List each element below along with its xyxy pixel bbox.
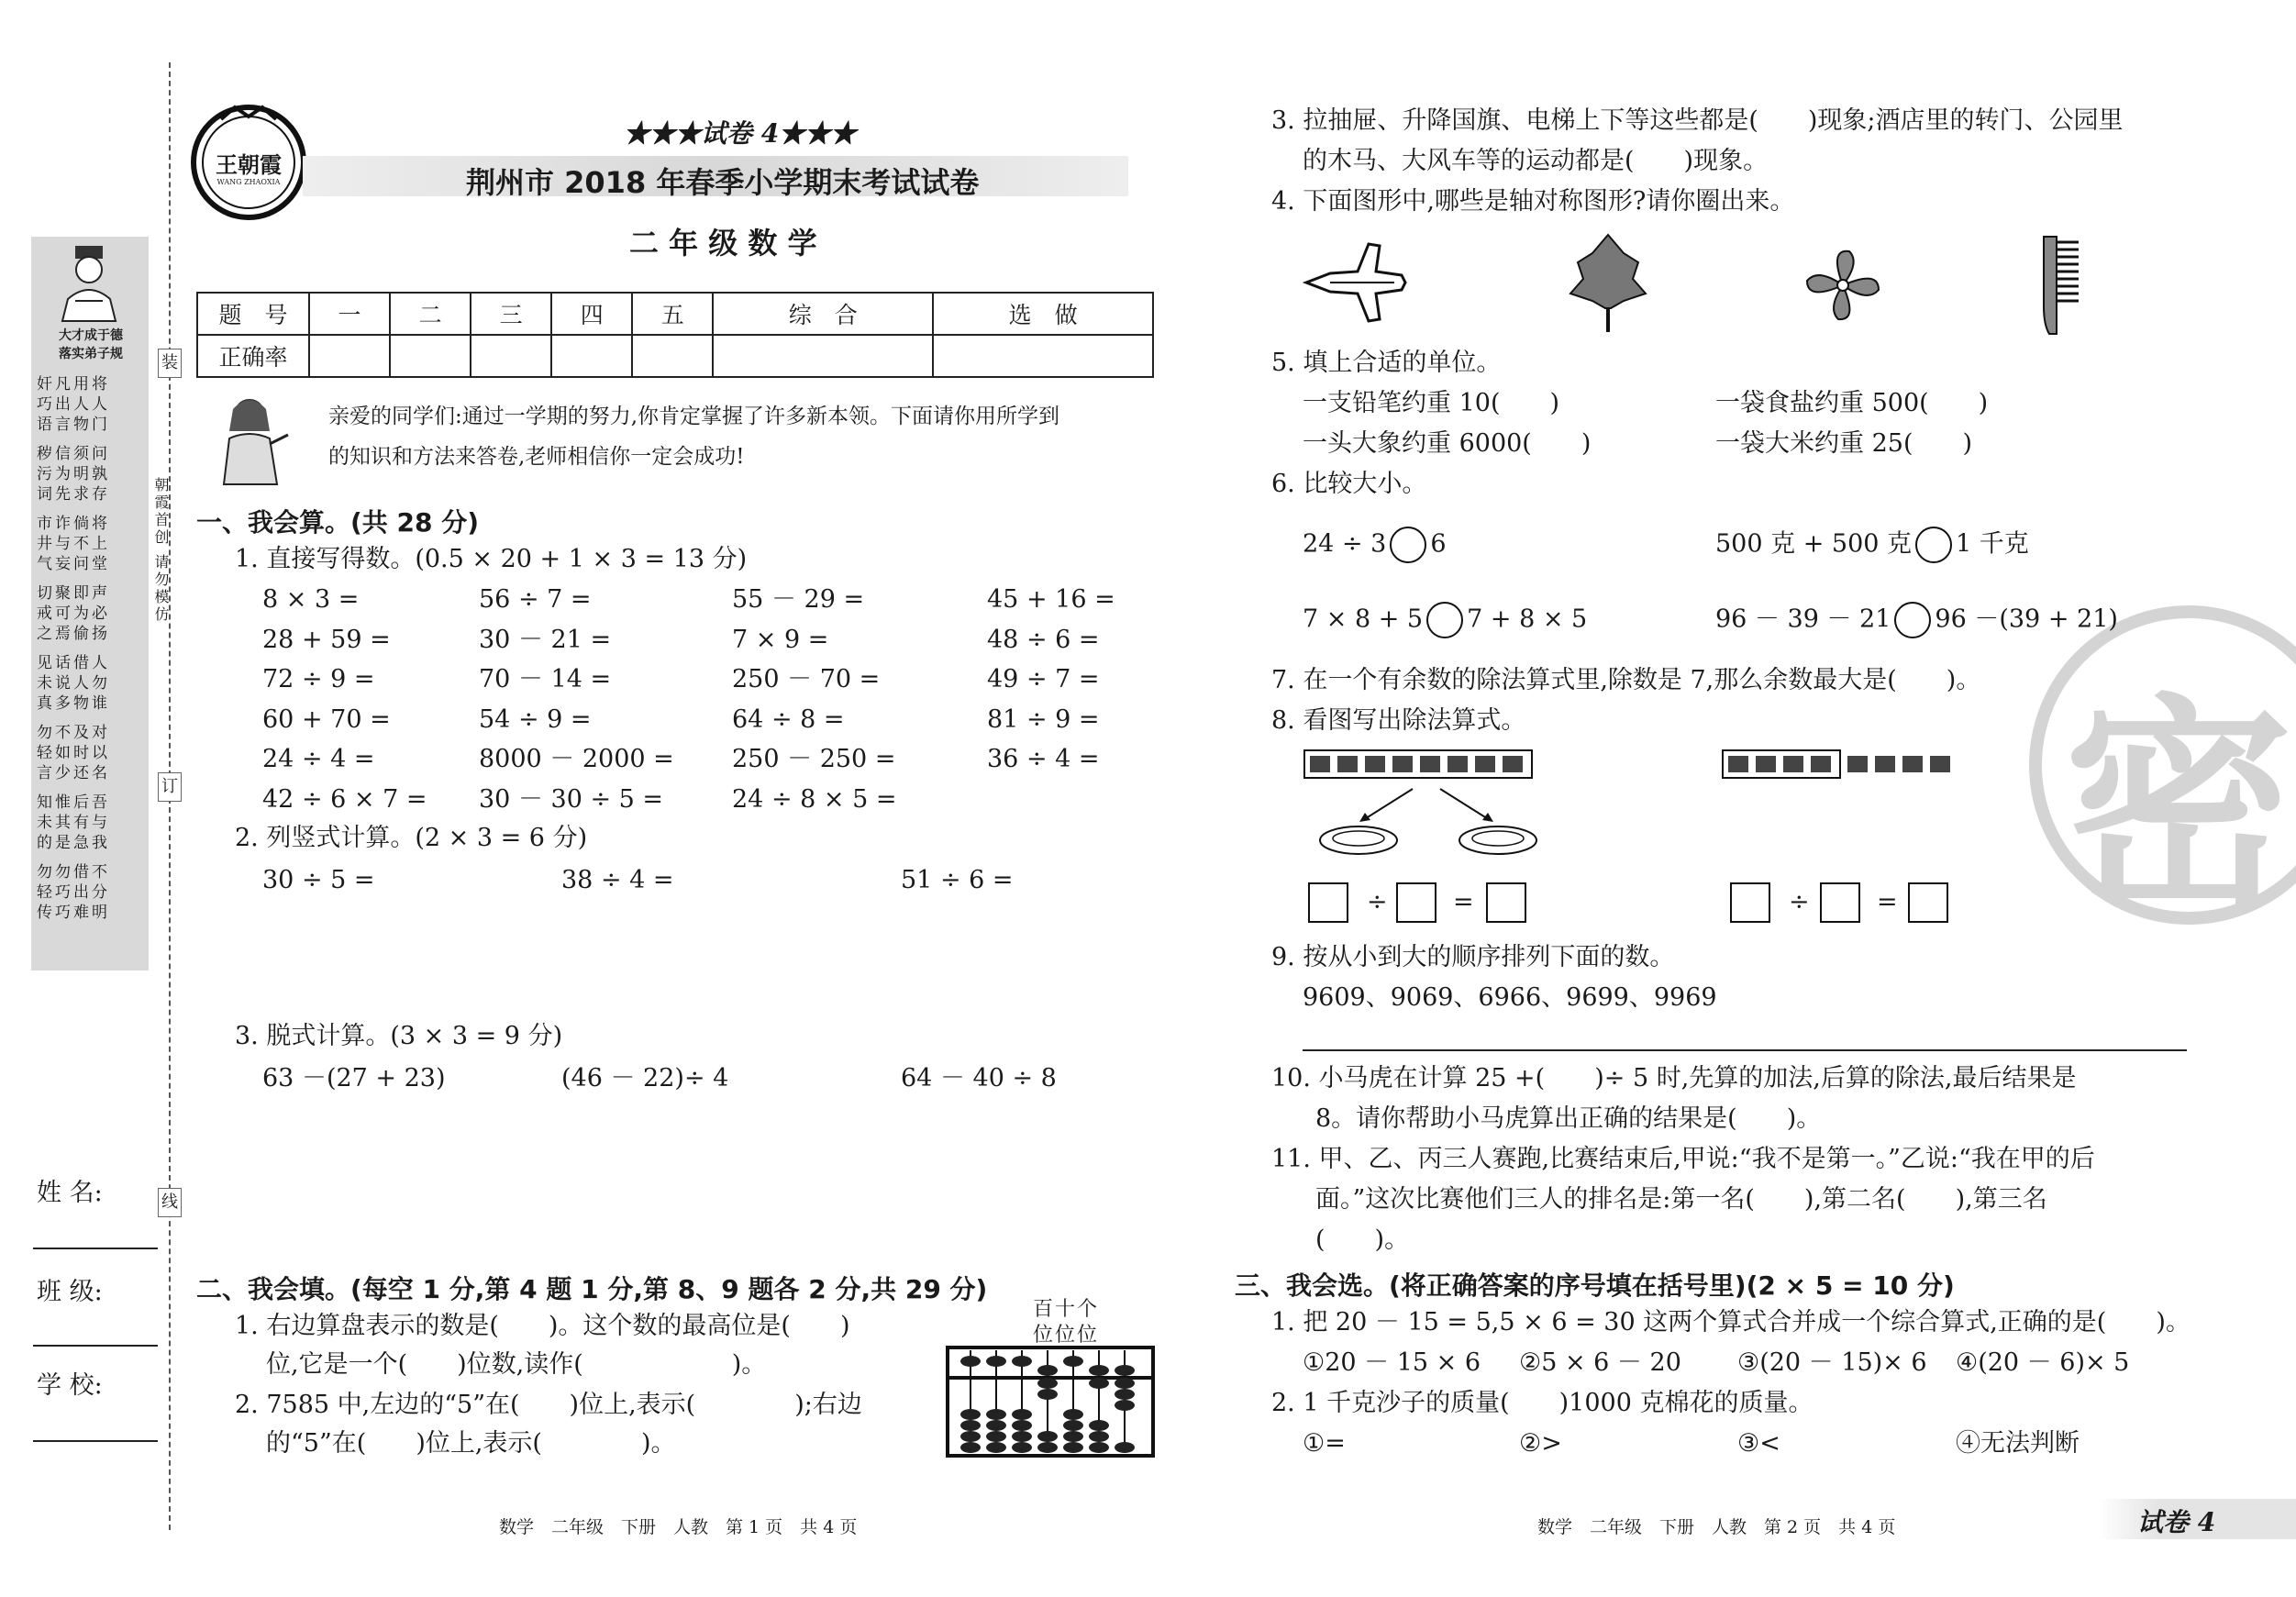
class-label: 班 级:: [37, 1278, 103, 1306]
plate-icon: [1457, 824, 1539, 857]
score-header-cell: 选 做: [933, 293, 1153, 335]
score-cell[interactable]: [471, 335, 551, 377]
score-cell[interactable]: [933, 335, 1153, 377]
intro-line-2: 的知识和方法来答卷,老师相信你一定会成功!: [328, 445, 745, 469]
s1-q3-item: 64 － 40 ÷ 8: [901, 1064, 1057, 1092]
s2-q10-line1: 10. 小马虎在计算 25 +( )÷ 5 时,先算的加法,后算的除法,最后结果是: [1271, 1064, 2077, 1092]
dizigui-line: 轻如时以: [37, 744, 110, 762]
compare-left: 96 － 39 － 21: [1715, 604, 1891, 634]
s2-q8-prompt: 8. 看图写出除法算式。: [1271, 706, 1526, 735]
dizigui-line: 奸凡用将: [37, 375, 110, 394]
score-cell[interactable]: [551, 335, 632, 377]
dizigui-line: 井与不上: [37, 535, 110, 553]
s2-q11-line3: ( )。: [1315, 1225, 1410, 1254]
s2-q9-numbers: 9609、9069、6966、9699、9969: [1303, 983, 1717, 1012]
s2-q9-answer-line[interactable]: [1303, 1049, 2187, 1051]
s3-q1-option[interactable]: ③(20 － 15)× 6: [1737, 1348, 1927, 1377]
arrows-icon: [1348, 785, 1504, 826]
divide-sign: ÷: [1789, 888, 1810, 916]
s3-q1-option[interactable]: ②5 × 6 － 20: [1519, 1348, 1681, 1377]
s1-q2-prompt: 2. 列竖式计算。(2 × 3 = 6 分): [235, 824, 588, 852]
side-note: 朝霞首创 请勿模仿: [152, 477, 170, 625]
school-label: 学 校:: [37, 1371, 103, 1400]
dizigui-line: 戒可为必: [37, 604, 110, 623]
paper-tag: ★★★试卷 4★★★: [624, 118, 857, 149]
answer-box[interactable]: [1308, 882, 1348, 923]
s2-q6-compare-2: [1715, 527, 2029, 563]
s3-q2-option[interactable]: ③<: [1737, 1429, 1780, 1458]
s1-q1-item: 49 ÷ 7 =: [987, 665, 1100, 693]
s1-q3-prompt: 3. 脱式计算。(3 × 3 = 9 分): [235, 1022, 563, 1050]
s1-q3-item: (46 － 22)÷ 4: [561, 1064, 729, 1092]
dizigui-line: 勿不及对: [37, 724, 110, 742]
s1-q2-item: 51 ÷ 6 =: [901, 866, 1014, 894]
s2-q5-item: 一支铅笔约重 10( ): [1303, 389, 1560, 417]
brand-name: 王朝霞: [216, 151, 282, 178]
leaf-icon[interactable]: [1567, 231, 1649, 334]
compare-left: 24 ÷ 3: [1303, 529, 1387, 559]
equals-sign: =: [1453, 888, 1474, 916]
score-header-cell: 三: [471, 293, 551, 335]
s1-q1-item: 81 ÷ 9 =: [987, 704, 1100, 734]
dizigui-line: 真多物谁: [37, 694, 110, 713]
name-label: 姓 名:: [37, 1179, 103, 1207]
s2-q4-prompt: 4. 下面图形中,哪些是轴对称图形?请你圈出来。: [1271, 187, 1795, 216]
answer-box[interactable]: [1730, 882, 1770, 923]
s2-q1-line2: 位,它是一个( )位数,读作( )。: [266, 1350, 767, 1379]
s1-q1-item: 45 + 16 =: [987, 585, 1115, 614]
s2-q3-line2: 的木马、大风车等的运动都是( )现象。: [1303, 147, 1769, 175]
score-header-cell: 综 合: [713, 293, 933, 335]
score-cell[interactable]: [309, 335, 390, 377]
dizigui-line: 未说人勿: [37, 674, 110, 693]
motto-line-1: 大才成于德: [59, 328, 123, 343]
score-header-cell: 二: [390, 293, 471, 335]
s1-q1-item: 30 － 21 =: [479, 625, 612, 654]
exam-title: 荆州市 2018 年春季小学期末考试试卷: [466, 165, 980, 200]
score-cell[interactable]: [390, 335, 471, 377]
s1-q1-item: 36 ÷ 4 =: [987, 745, 1100, 773]
s2-q5-prompt: 5. 填上合适的单位。: [1271, 349, 1502, 377]
abacus-label-bottom: 位位位: [1033, 1324, 1100, 1347]
score-header-cell: 五: [632, 293, 713, 335]
score-row-label: 正确率: [197, 335, 309, 377]
name-line: [33, 1248, 158, 1249]
s2-q11-line1: 11. 甲、乙、丙三人赛跑,比赛结束后,甲说:“我不是第一。”乙说:“我在甲的后: [1271, 1145, 2095, 1173]
watermark-char: 密: [2064, 675, 2293, 942]
s2-q7: 7. 在一个有余数的除法算式里,除数是 7,那么余数最大是( )。: [1271, 666, 1981, 694]
compare-circle[interactable]: [1894, 602, 1931, 638]
dizigui-text: [37, 374, 147, 961]
s1-q1-item: 24 ÷ 4 =: [262, 745, 375, 773]
section3-title: 三、我会选。(将正确答案的序号填在括号里)(2 × 5 = 10 分): [1235, 1270, 1955, 1301]
s2-q6-compare-1: [1303, 527, 1447, 563]
seal-char-3: 线: [158, 1188, 182, 1217]
s2-q3-line1: 3. 拉抽屉、升降国旗、电梯上下等这些都是( )现象;酒店里的转门、公园里: [1271, 106, 2124, 135]
footer-right: 数学 二年级 下册 人教 第 2 页 共 4 页: [1537, 1517, 1896, 1537]
s2-q5-item: 一袋食盐约重 500( ): [1715, 389, 1989, 417]
score-cell[interactable]: [632, 335, 713, 377]
equals-sign: =: [1877, 888, 1898, 916]
score-header-cell: 四: [551, 293, 632, 335]
dizigui-line: 秽信须问: [37, 445, 110, 463]
score-cell[interactable]: [713, 335, 933, 377]
comb-icon[interactable]: [2040, 233, 2082, 336]
s1-q1-item: 48 ÷ 6 =: [987, 625, 1100, 654]
s3-q2-option[interactable]: ④无法判断: [1956, 1429, 2080, 1458]
s2-q6-prompt: 6. 比较大小。: [1271, 470, 1427, 498]
dizigui-columns: [37, 374, 147, 923]
s1-q1-item: 42 ÷ 6 × 7 =: [262, 784, 427, 814]
s2-q6-compare-4: [1715, 602, 2118, 638]
dizigui-line: 市诈倘将: [37, 515, 110, 533]
compare-right: 96 －(39 + 21): [1935, 604, 2118, 634]
s3-q2-option[interactable]: ①=: [1303, 1429, 1346, 1458]
abacus-label-top: 百十个: [1033, 1298, 1100, 1321]
s2-q2-line1: 2. 7585 中,左边的“5”在( )位上,表示( );右边: [235, 1391, 862, 1419]
s2-q1-line1: 1. 右边算盘表示的数是( )。这个数的最高位是( ): [235, 1312, 850, 1340]
s3-q1-option[interactable]: ①20 － 15 × 6: [1303, 1348, 1481, 1377]
abacus-icon: [945, 1345, 1156, 1458]
footer-tag: 试卷 4: [2137, 1507, 2216, 1537]
s1-q1-item: 60 + 70 =: [262, 704, 391, 734]
s1-q1-item: 8000 － 2000 =: [479, 745, 674, 773]
answer-box[interactable]: [1486, 882, 1526, 923]
dizigui-line: 之焉偷扬: [37, 625, 110, 643]
toothbrush-set-right: [1721, 749, 1956, 780]
toothbrush-set-left: [1303, 749, 1534, 780]
answer-box[interactable]: [1396, 882, 1436, 923]
plate-icon: [1317, 824, 1400, 857]
s1-q1-item: 72 ÷ 9 =: [262, 665, 375, 693]
dizigui-line: 气妄问堂: [37, 555, 110, 573]
score-header-cell: 一: [309, 293, 390, 335]
score-table: [196, 292, 1154, 378]
s1-q2-item: 38 ÷ 4 =: [561, 866, 674, 894]
dizigui-line: 勿勿借不: [37, 863, 110, 882]
s1-q1-item: 8 × 3 =: [262, 585, 360, 614]
s3-q1-prompt: 1. 把 20 － 15 = 5,5 × 6 = 30 这两个算式合并成一个综合算式,正确的是( )。: [1271, 1308, 2191, 1336]
compare-right: 1 千克: [1956, 529, 2029, 559]
dizigui-line: 未其有与: [37, 814, 110, 832]
teacher-figure: [213, 394, 292, 486]
dizigui-line: 轻巧出分: [37, 883, 110, 902]
s1-q1-item: 56 ÷ 7 =: [479, 585, 592, 614]
s2-q2-line2: 的“5”在( )位上,表示( )。: [266, 1429, 676, 1458]
s1-q2-item: 30 ÷ 5 =: [262, 866, 375, 894]
s2-q5-item: 一袋大米约重 25( ): [1715, 429, 1973, 458]
motto-line-2: 落实弟子规: [59, 347, 123, 361]
score-table-header-row: [197, 293, 1153, 335]
compare-circle[interactable]: [1390, 527, 1426, 563]
section1-title: 一、我会算。(共 28 分): [196, 507, 480, 538]
score-table-row: [197, 335, 1153, 377]
s1-q1-item: 54 ÷ 9 =: [479, 704, 592, 734]
s1-q1-item: 24 ÷ 8 × 5 =: [732, 784, 897, 814]
school-line: [33, 1440, 158, 1442]
dizigui-line: 传巧难明: [37, 904, 110, 922]
student-figure: [48, 244, 130, 323]
seal-char-2: 订: [158, 772, 182, 802]
compare-left: 500 克 + 500 克: [1715, 529, 1913, 559]
s2-q5-item: 一头大象约重 6000( ): [1303, 429, 1592, 458]
s1-q3-item: 63 －(27 + 23): [262, 1064, 446, 1092]
dizigui-line: 言少还名: [37, 764, 110, 782]
s1-q1-item: 30 － 30 ÷ 5 =: [479, 784, 664, 814]
dizigui-line: 词先求存: [37, 485, 110, 504]
score-header-cell: 题 号: [197, 293, 309, 335]
footer-left: 数学 二年级 下册 人教 第 1 页 共 4 页: [499, 1517, 858, 1537]
compare-circle[interactable]: [1915, 527, 1952, 563]
dizigui-line: 知惟后吾: [37, 793, 110, 812]
compare-right: 7 + 8 × 5: [1467, 604, 1588, 634]
dizigui-line: 污为明孰: [37, 465, 110, 483]
s3-q1-option[interactable]: ④(20 － 6)× 5: [1956, 1348, 2130, 1377]
s3-q2-option[interactable]: ②>: [1519, 1429, 1562, 1458]
section2-title: 二、我会填。(每空 1 分,第 4 题 1 分,第 8、9 题各 2 分,共 29 分): [196, 1274, 988, 1304]
s1-q1-item: 250 － 250 =: [732, 745, 896, 773]
seal-char-1: 装: [158, 349, 182, 378]
s1-q1-item: 28 + 59 =: [262, 625, 391, 654]
answer-box[interactable]: [1908, 882, 1948, 923]
airplane-icon[interactable]: [1303, 237, 1409, 328]
intro-line-1: 亲爱的同学们:通过一学期的努力,你肯定掌握了许多新本领。下面请你用所学到: [328, 405, 1060, 428]
s1-q1-item: 250 － 70 =: [732, 665, 881, 693]
s2-q6-compare-3: [1303, 602, 1587, 638]
s2-q9-prompt: 9. 按从小到大的顺序排列下面的数。: [1271, 943, 1675, 971]
s1-q1-item: 7 × 9 =: [732, 625, 829, 654]
dizigui-line: 切聚即声: [37, 584, 110, 603]
s2-q10-line2: 8。请你帮助小马虎算出正确的结果是( )。: [1315, 1104, 1822, 1133]
exam-subtitle: 二 年 级 数 学: [629, 226, 817, 261]
brand-sub: WANG ZHAOXIA: [216, 178, 281, 186]
s1-q1-item: 55 － 29 =: [732, 585, 865, 614]
dizigui-line: 语言物门: [37, 416, 110, 434]
compare-circle[interactable]: [1426, 602, 1463, 638]
dizigui-line: 见话借人: [37, 654, 110, 672]
answer-box[interactable]: [1820, 882, 1860, 923]
s1-q1-item: 70 － 14 =: [479, 665, 612, 693]
s2-q11-line2: 面。”这次比赛他们三人的排名是:第一名( ),第二名( ),第三名: [1315, 1185, 2047, 1214]
dizigui-line: 巧出人人: [37, 395, 110, 414]
class-line: [33, 1345, 158, 1347]
compare-right: 6: [1430, 529, 1447, 559]
compare-left: 7 × 8 + 5: [1303, 604, 1424, 634]
dizigui-line: 的是急我: [37, 834, 110, 852]
divide-sign: ÷: [1367, 888, 1388, 916]
s1-q1-item: 64 ÷ 8 =: [732, 704, 845, 734]
s1-q1-prompt: 1. 直接写得数。(0.5 × 20 + 1 × 3 = 13 分): [235, 545, 748, 573]
s3-q2-prompt: 2. 1 千克沙子的质量( )1000 克棉花的质量。: [1271, 1389, 1814, 1417]
flower-icon[interactable]: [1802, 244, 1884, 327]
